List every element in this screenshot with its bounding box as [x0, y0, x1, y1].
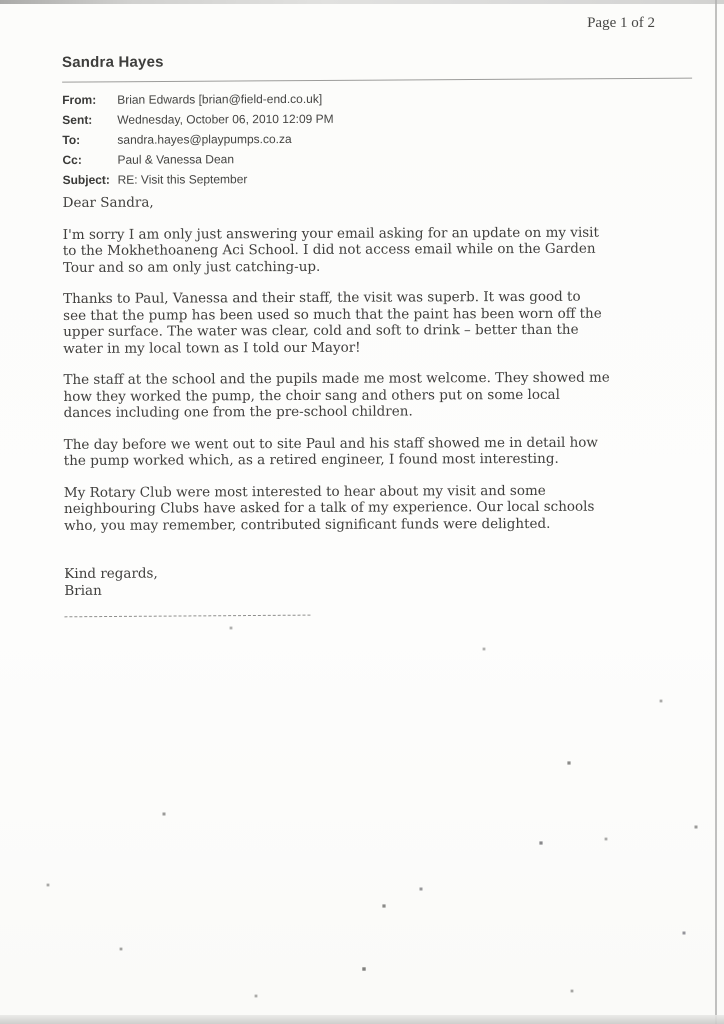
header-value: RE: Visit this September: [117, 172, 248, 187]
email-printout: [62, 51, 670, 617]
header-value: sandra.hayes@playpumps.co.za: [117, 131, 292, 147]
body-paragraph-4: The day before we went out to site Paul and his staff showed me in detail how the pump worked which, as a retired engineer, I found most interesting.: [63, 434, 598, 469]
header-label: To:: [62, 132, 81, 147]
header-label: Subject:: [62, 172, 110, 187]
page-indicator: Page 1 of 2: [587, 15, 655, 31]
header-row-from: [62, 87, 668, 110]
scan-edge-right: [715, 0, 717, 1024]
signature-name: Brian: [64, 582, 102, 599]
body-paragraph-3: The staff at the school and the pupils made me most welcome. They showed me how they worked the pump, the choir sang and others put on some local dances including one from the pre-school children.: [63, 369, 610, 421]
signature-divider: [64, 615, 310, 618]
header-label: From:: [62, 92, 97, 107]
header-value: Paul & Vanessa Dean: [117, 152, 235, 167]
header-label: Cc:: [62, 152, 82, 167]
header-row-sent: [62, 107, 668, 130]
header-divider: [62, 78, 692, 83]
header-label: Sent:: [62, 112, 93, 127]
header-value: Wednesday, October 06, 2010 12:09 PM: [117, 111, 334, 127]
scan-edge-top: [0, 0, 724, 4]
header-row-subject: [63, 167, 669, 190]
closing: Kind regards,: [64, 565, 158, 582]
scan-noise-specks: [0, 0, 2, 2]
body-paragraph-1: I'm sorry I am only just answering your email asking for an update on my visit to the Mokhethoaneng Aci School. I did not access email while on the Garden Tour and so am only just catching-up.: [62, 224, 599, 276]
email-body: [63, 192, 671, 617]
body-paragraph-5: My Rotary Club were most interested to hear about my visit and some neighbouring Clubs have asked for a talk of my experience. Our local schools who, you may remember, contributed significant funds were delighted.: [63, 482, 595, 534]
header-row-cc: [62, 147, 668, 170]
header-value: Brian Edwards [brian@field-end.co.uk]: [117, 91, 323, 107]
body-paragraph-2: Thanks to Paul, Vanessa and their staff, the visit was superb. It was good to see that the pump has been used so much that the paint has been worn off the upper surface. The water was clear, cold and soft to drink – better than the water in my local town as I told our Mayor!: [63, 288, 602, 357]
recipient-name: Sandra Hayes: [62, 53, 164, 71]
email-header-block: [62, 87, 668, 190]
scan-edge-bottom: [0, 1015, 724, 1024]
header-row-to: [62, 127, 668, 150]
salutation: Dear Sandra,: [62, 194, 154, 211]
